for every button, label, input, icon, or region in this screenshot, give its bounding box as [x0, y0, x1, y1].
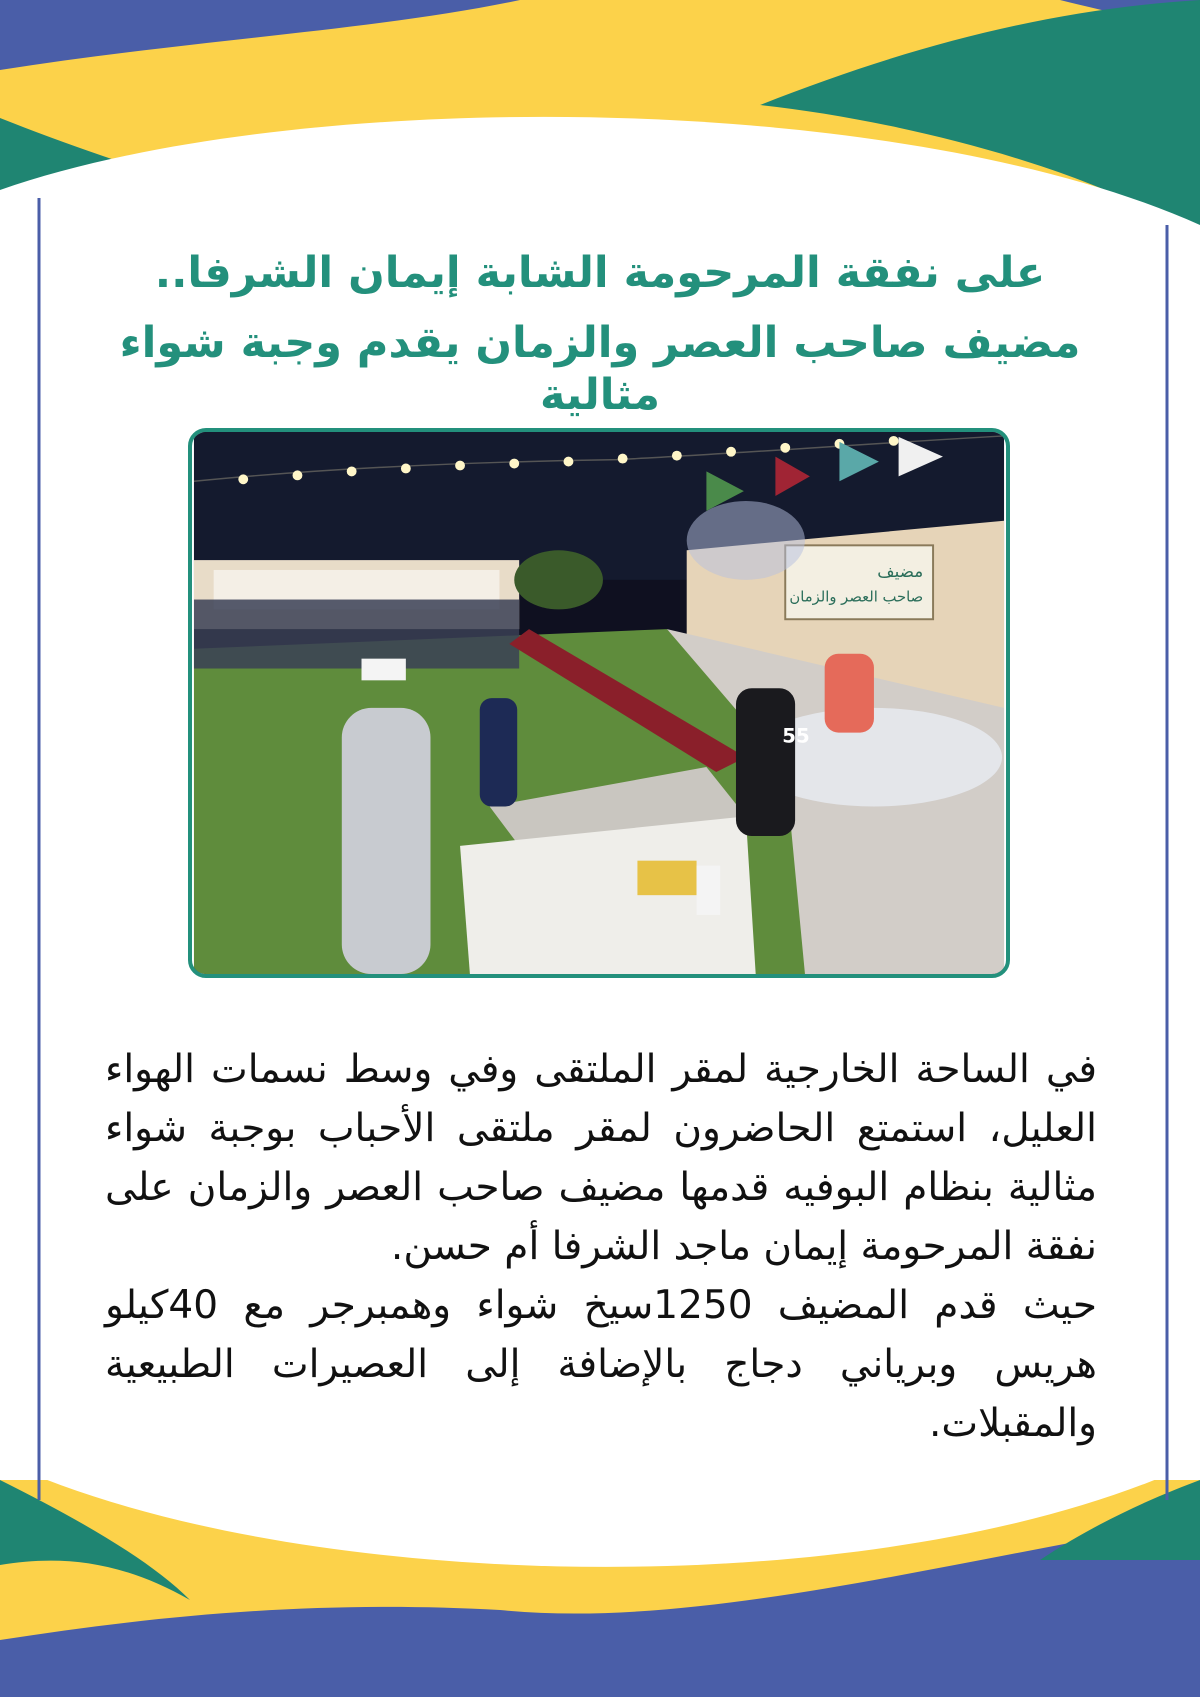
photo-sign-line-2: صاحب العصر والزمان [789, 588, 924, 606]
photo-sign-line-1: مضيف [877, 560, 924, 581]
article-paragraph-1: في الساحة الخارجية لمقر الملتقى وفي وسط نسمات الهواء العليل، استمتع الحاضرون لمقر ملتقى الأحباب بوجبة شواء مثالية بنظام البوفيه قدمها مضيف صاحب العصر والزمان على نفقة المرحومة إيمان ماجد الشرفا أم حسن. [105, 1047, 1097, 1269]
headline-line-1: على نفقة المرحومة الشابة إيمان الشرفا.. [154, 248, 1046, 298]
jersey-number: 55 [782, 724, 810, 748]
headline-line-2: مضيف صاحب العصر والزمان يقدم وجبة شواء مثالية [119, 318, 1081, 420]
article-paragraph-2: حيث قدم المضيف 1250سيخ شواء وهمبرجر مع 40كيلو هريس وبرياني دجاج بالإضافة إلى العصيرات الطبيعية والمقبلات. [105, 1283, 1097, 1446]
event-photo [188, 428, 1010, 978]
article-body [105, 1040, 1097, 1453]
